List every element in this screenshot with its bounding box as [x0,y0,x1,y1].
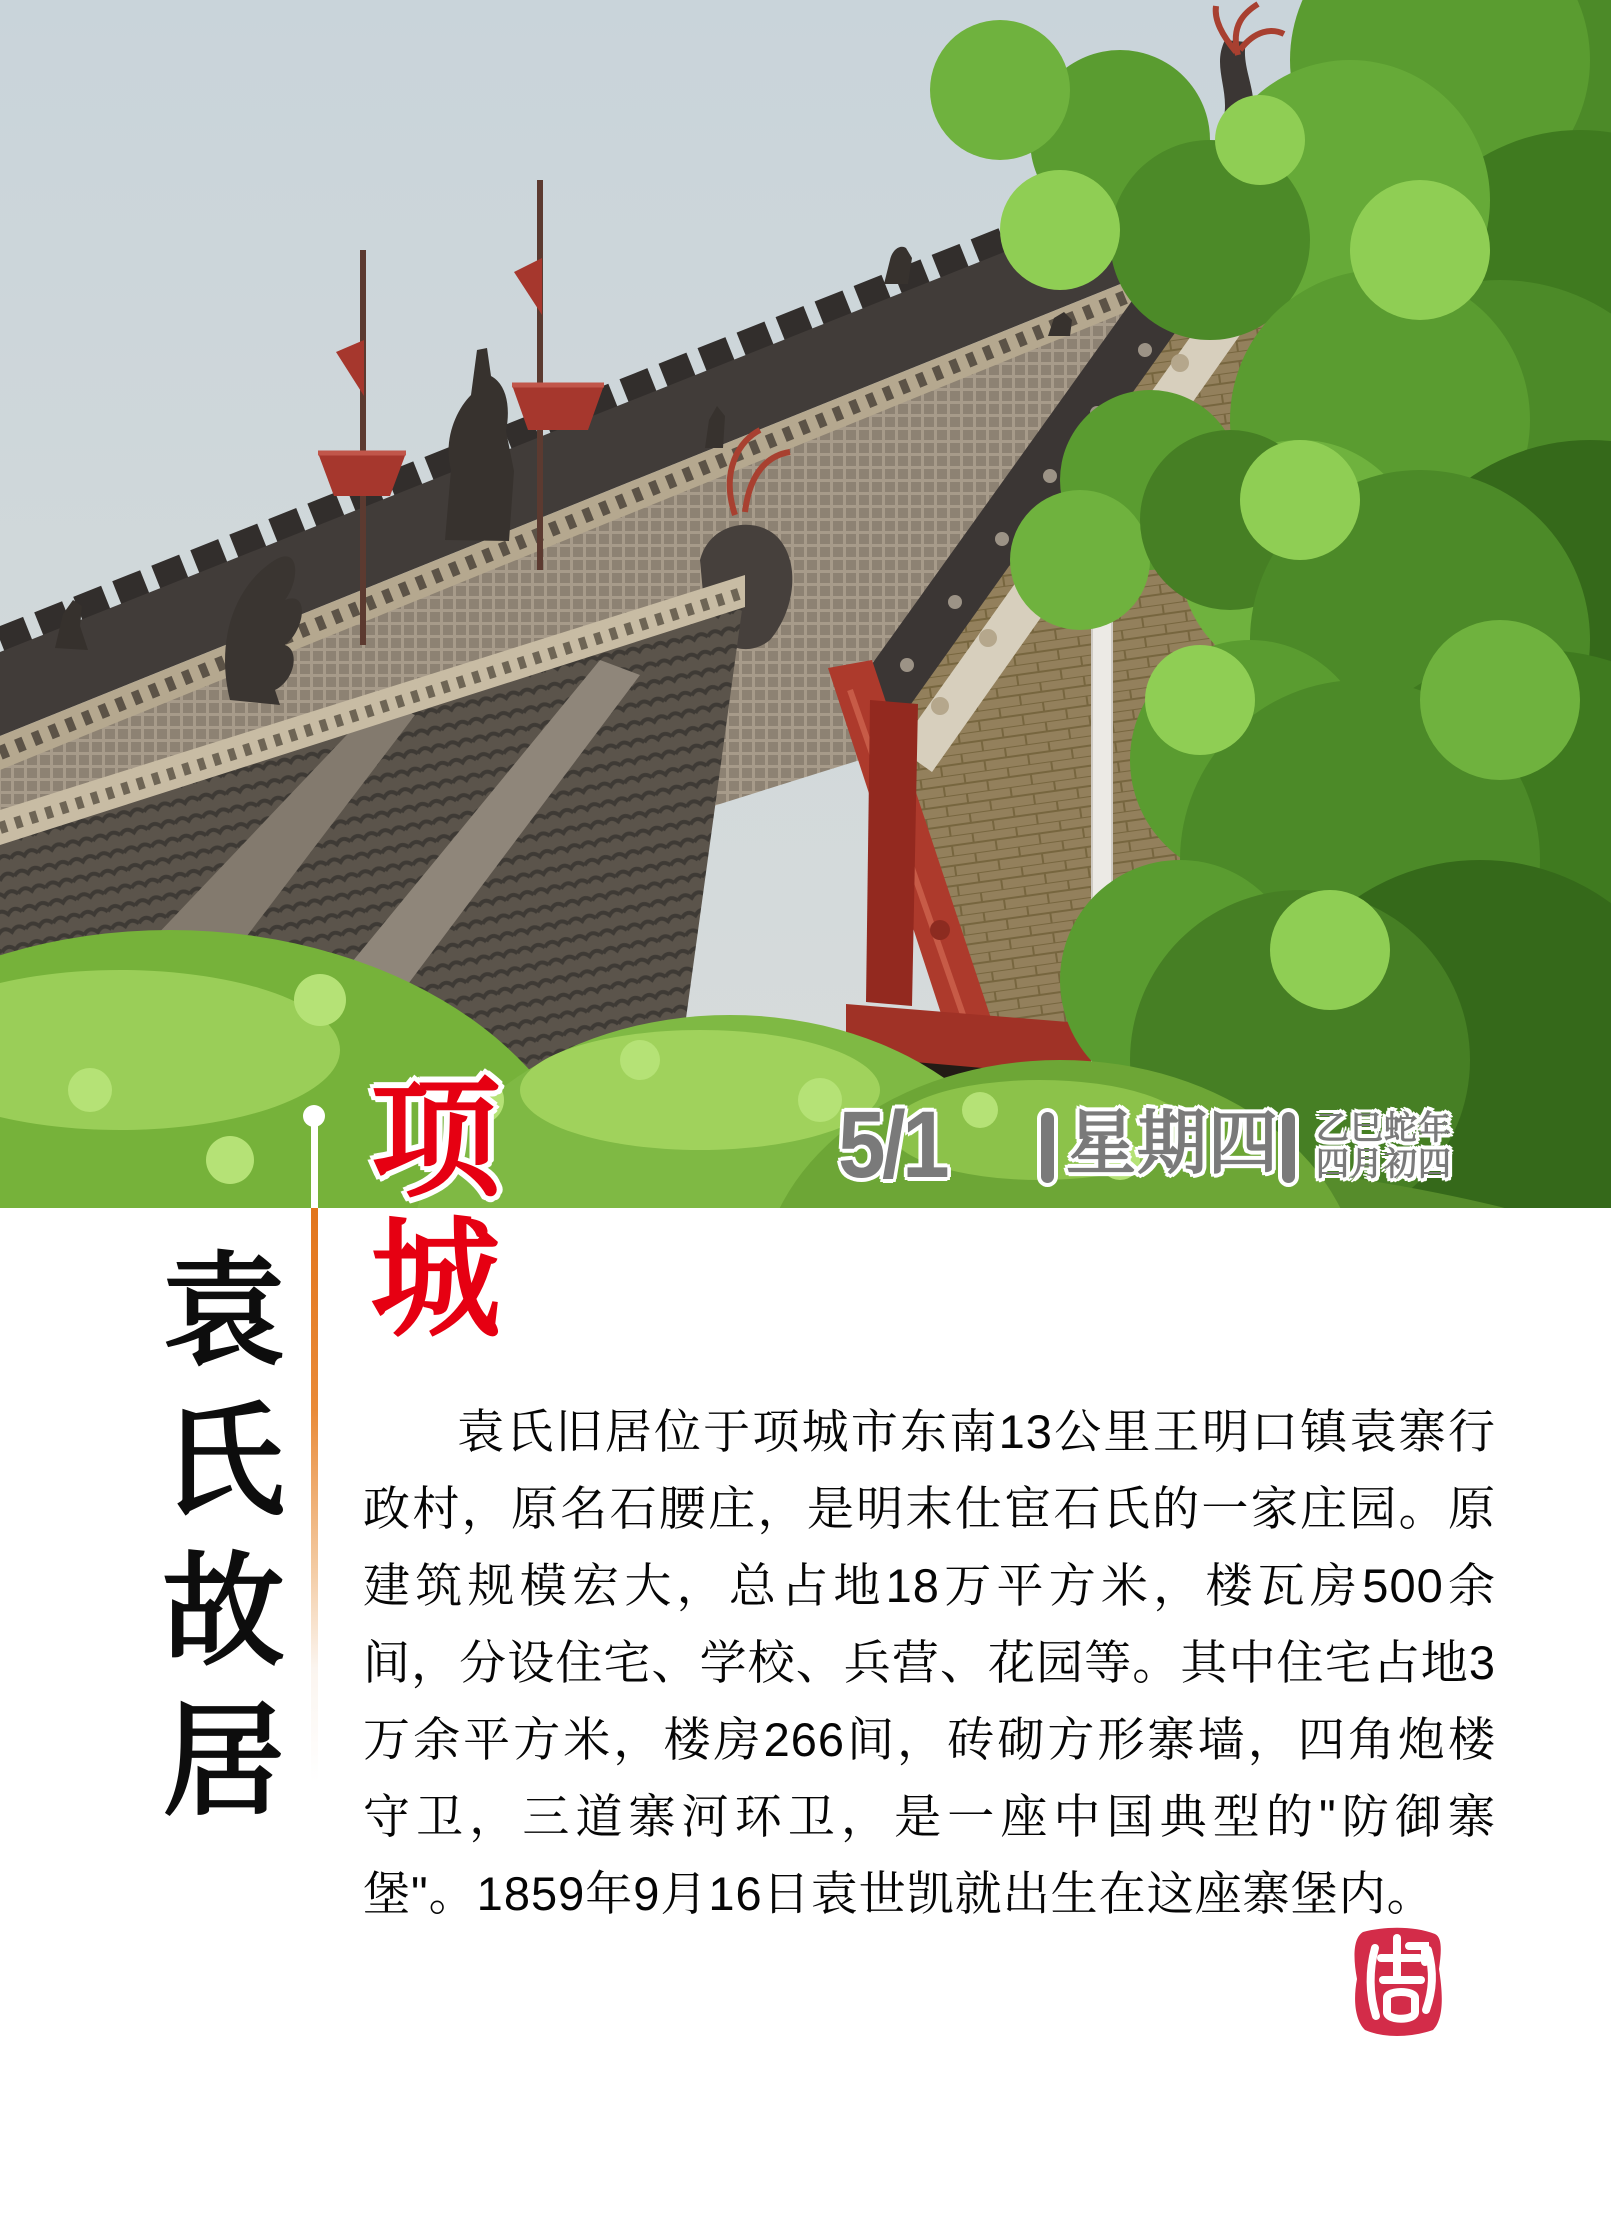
beam-ornament [930,920,950,940]
date-separator-bar [1282,1112,1295,1183]
red-post [866,700,918,1006]
weekday-label: 星期四 [1066,1104,1279,1182]
flag-pole [537,180,543,570]
location-title: 项城 [351,1070,495,1350]
red-flag-basket [512,385,604,430]
timeline-line-upper [311,1125,318,1209]
site-title: 袁氏故居 [144,1246,279,1846]
lunar-year: 乙巳蛇年 [1316,1109,1452,1146]
timeline-dot-icon [303,1105,325,1127]
flag-pole [360,250,366,645]
seal-stamp [1345,1924,1449,2042]
date-separator-bar [1041,1112,1054,1183]
lunar-day: 四月初四 [1316,1145,1452,1182]
timeline-line-lower [311,1208,318,1783]
solar-date: 5/1 [838,1092,947,1198]
lunar-date [1316,1110,1452,1182]
article-paragraph: 袁氏旧居位于项城市东南13公里王明口镇袁寨行政村，原名石腰庄，是明末仕宦石氏的一家庄园。原建筑规模宏大，总占地18万平方米，楼瓦房500余间，分设住宅、学校、兵营、花园等。其中住宅占地3万余平方米，楼房266间，砖砌方形寨墙，四角炮楼守卫，三道寨河环卫，是一座中国典型的"防御寨堡"。1859年9月16日袁世凯就出生在这座寨堡内。 [363,1405,1496,1920]
